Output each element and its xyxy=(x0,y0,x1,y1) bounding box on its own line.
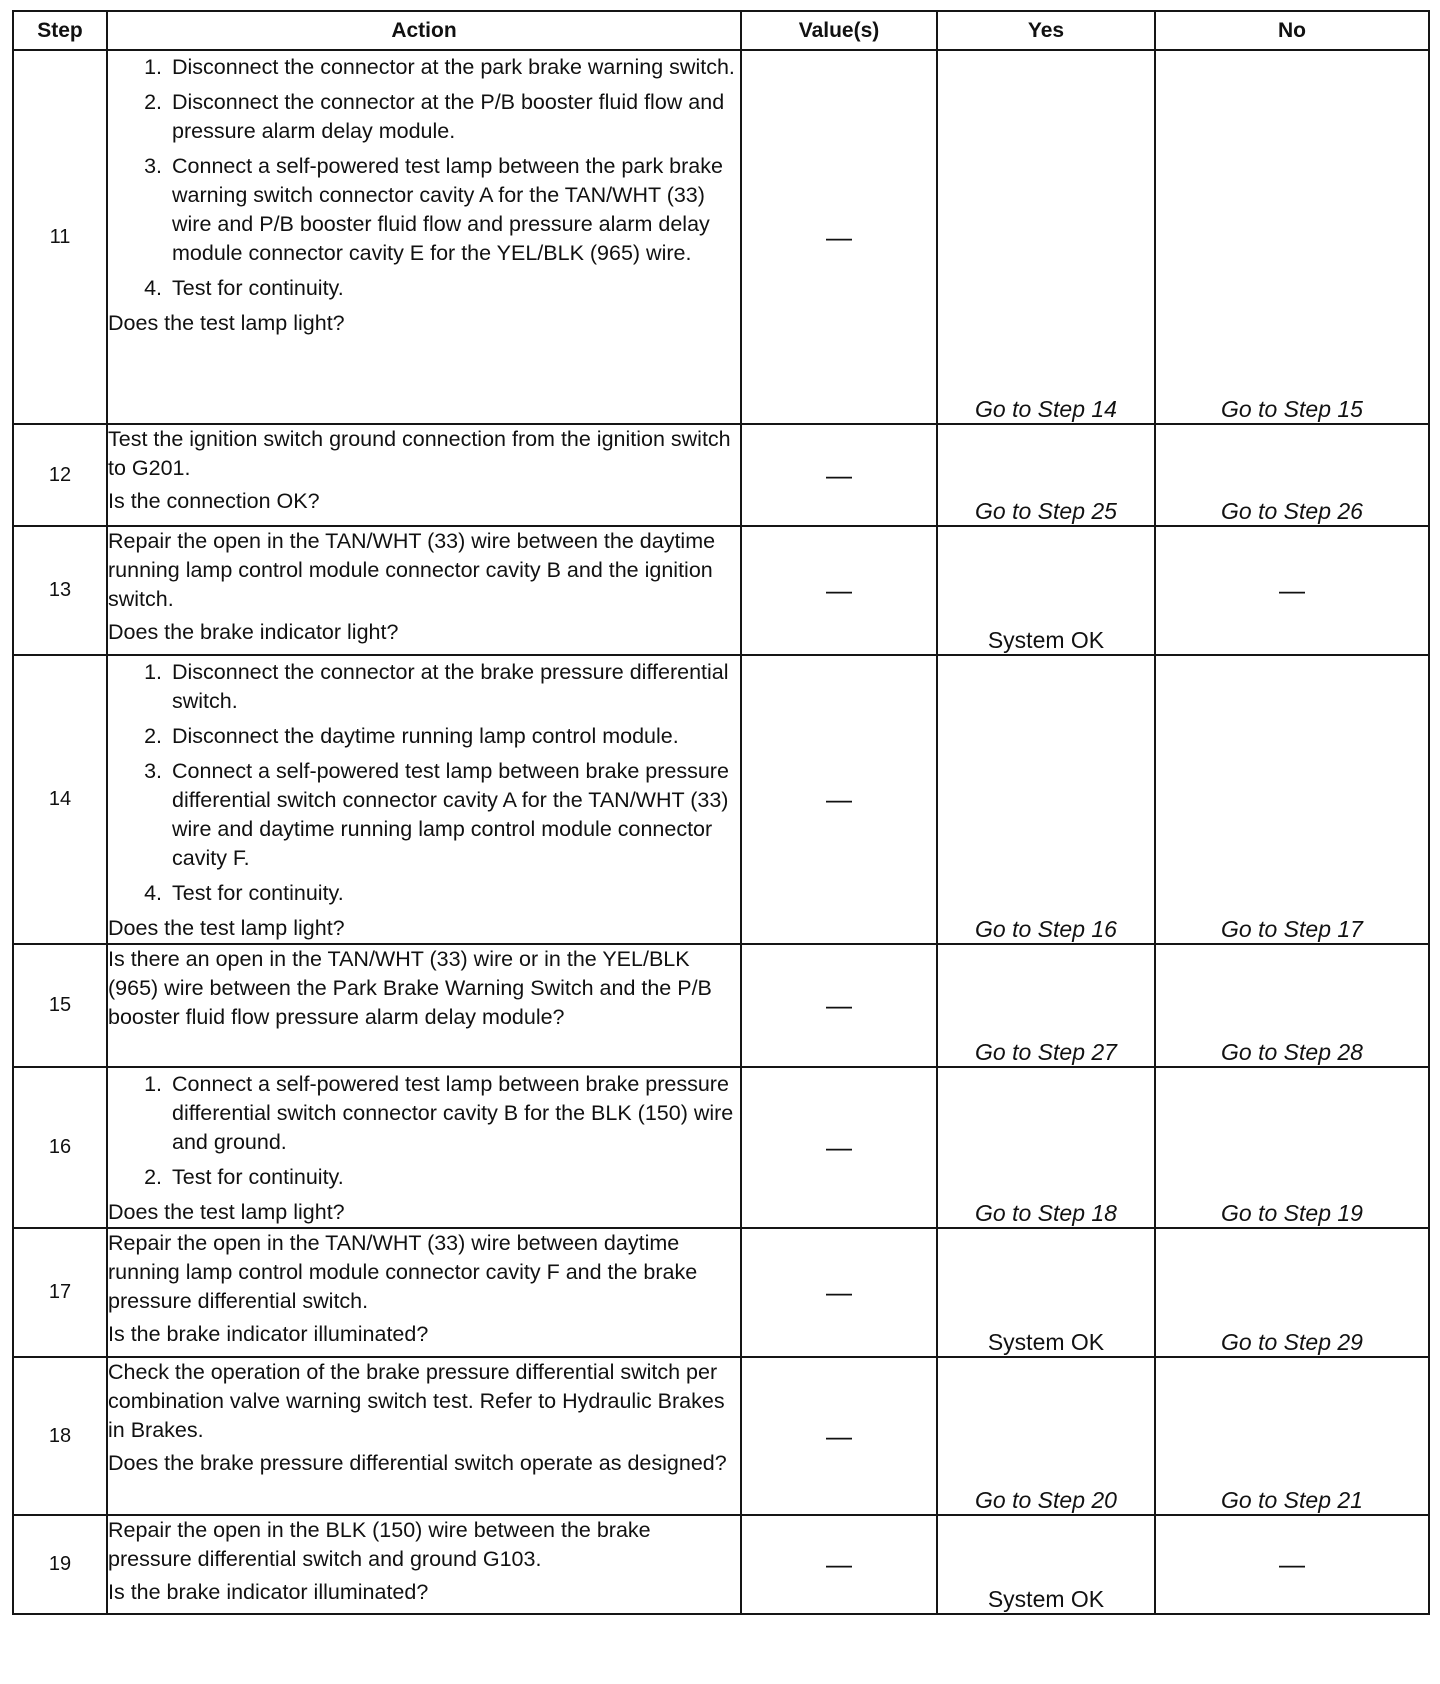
action-step-number: 1. xyxy=(144,1072,162,1096)
value-cell: — xyxy=(741,424,937,526)
yes-result: System OK xyxy=(937,1515,1155,1614)
action-cell xyxy=(107,1067,741,1228)
no-result: Go to Step 26 xyxy=(1155,424,1429,526)
action-step xyxy=(108,879,740,908)
action-step-number: 2. xyxy=(144,724,162,748)
step-number: 18 xyxy=(13,1357,107,1515)
no-result: Go to Step 28 xyxy=(1155,944,1429,1067)
no-result: Go to Step 29 xyxy=(1155,1228,1429,1357)
yes-result: System OK xyxy=(937,526,1155,655)
action-step xyxy=(108,1070,740,1157)
step-number: 17 xyxy=(13,1228,107,1357)
action-step-text: Test for continuity. xyxy=(172,1165,344,1189)
action-cell xyxy=(107,1357,741,1515)
table-row xyxy=(13,1228,1429,1357)
yes-result: Go to Step 18 xyxy=(937,1067,1155,1228)
yes-result: Go to Step 14 xyxy=(937,50,1155,424)
action-step-text: Disconnect the daytime running lamp control module. xyxy=(172,724,679,748)
action-text: Repair the open in the BLK (150) wire between the brake pressure differential switch and ground G103. xyxy=(108,1518,651,1571)
action-step xyxy=(108,658,740,716)
table-row xyxy=(13,1067,1429,1228)
table-body xyxy=(13,50,1429,1614)
action-question: Is the brake indicator illuminated? xyxy=(108,1322,429,1346)
step-number: 16 xyxy=(13,1067,107,1228)
header-row xyxy=(13,11,1429,50)
action-step xyxy=(108,53,740,82)
action-cell xyxy=(107,50,741,424)
action-step-text: Connect a self-powered test lamp between the park brake warning switch connector cavity A for the TAN/WHT (33) wire and P/B booster fluid flow and pressure alarm delay module connector cavity E for the YEL/BLK (965) wire. xyxy=(172,154,723,265)
diagnostic-table xyxy=(12,10,1430,1615)
value-cell: — xyxy=(741,1515,937,1614)
no-result: — xyxy=(1155,526,1429,655)
action-cell xyxy=(107,424,741,526)
action-step xyxy=(108,152,740,268)
action-step-number: 4. xyxy=(144,881,162,905)
action-question: Does the test lamp light? xyxy=(108,311,345,335)
yes-result: Go to Step 25 xyxy=(937,424,1155,526)
value-cell: — xyxy=(741,1067,937,1228)
action-step-number: 2. xyxy=(144,90,162,114)
action-question: Does the test lamp light? xyxy=(108,916,345,940)
action-steps-list xyxy=(108,1070,740,1192)
action-step-text: Test for continuity. xyxy=(172,881,344,905)
yes-result: Go to Step 20 xyxy=(937,1357,1155,1515)
step-number: 13 xyxy=(13,526,107,655)
value-cell: — xyxy=(741,1228,937,1357)
action-step-number: 1. xyxy=(144,55,162,79)
action-text: Repair the open in the TAN/WHT (33) wire between daytime running lamp control module connector cavity F and the brake pressure differential switch. xyxy=(108,1231,698,1313)
action-step-number: 4. xyxy=(144,276,162,300)
action-text: Is there an open in the TAN/WHT (33) wire or in the YEL/BLK (965) wire between the Park Brake Warning Switch and the P/B booster fluid flow pressure alarm delay module? xyxy=(108,947,712,1029)
action-question: Does the test lamp light? xyxy=(108,1200,345,1224)
value-cell: — xyxy=(741,526,937,655)
action-cell xyxy=(107,944,741,1067)
step-number: 15 xyxy=(13,944,107,1067)
action-cell xyxy=(107,655,741,944)
table-row xyxy=(13,1515,1429,1614)
action-step xyxy=(108,274,740,303)
table-row xyxy=(13,526,1429,655)
step-number: 11 xyxy=(13,50,107,424)
action-step-text: Connect a self-powered test lamp between brake pressure differential switch connector cavity A for the TAN/WHT (33) wire and daytime running lamp control module connector cavity F. xyxy=(172,759,729,870)
action-step-text: Disconnect the connector at the brake pressure differential switch. xyxy=(172,660,729,713)
action-step-text: Disconnect the connector at the P/B booster fluid flow and pressure alarm delay module. xyxy=(172,90,725,143)
action-step-number: 2. xyxy=(144,1165,162,1189)
action-step xyxy=(108,722,740,751)
no-result: Go to Step 19 xyxy=(1155,1067,1429,1228)
action-text: Test the ignition switch ground connection from the ignition switch to G201. xyxy=(108,427,731,480)
table-row xyxy=(13,655,1429,944)
table-row xyxy=(13,424,1429,526)
value-cell: — xyxy=(741,50,937,424)
table-row xyxy=(13,1357,1429,1515)
header-yes: Yes xyxy=(937,11,1155,50)
action-step-number: 3. xyxy=(144,154,162,178)
yes-result: Go to Step 27 xyxy=(937,944,1155,1067)
action-step-number: 3. xyxy=(144,759,162,783)
no-result: Go to Step 15 xyxy=(1155,50,1429,424)
no-result: Go to Step 17 xyxy=(1155,655,1429,944)
action-step-text: Disconnect the connector at the park brake warning switch. xyxy=(172,55,735,79)
action-text: Repair the open in the TAN/WHT (33) wire between the daytime running lamp control module connector cavity B and the ignition switch. xyxy=(108,529,716,611)
action-step-number: 1. xyxy=(144,660,162,684)
action-question: Is the connection OK? xyxy=(108,489,320,513)
action-question: Does the brake pressure differential switch operate as designed? xyxy=(108,1451,727,1475)
action-text: Check the operation of the brake pressure differential switch per combination valve warning switch test. Refer to Hydraulic Brakes in Brakes. xyxy=(108,1360,725,1442)
action-step-text: Test for continuity. xyxy=(172,276,344,300)
action-question: Is the brake indicator illuminated? xyxy=(108,1580,429,1604)
value-cell: — xyxy=(741,944,937,1067)
header-action: Action xyxy=(107,11,741,50)
action-step xyxy=(108,757,740,873)
action-steps-list xyxy=(108,53,740,303)
step-number: 14 xyxy=(13,655,107,944)
table-row xyxy=(13,944,1429,1067)
action-cell xyxy=(107,526,741,655)
yes-result: System OK xyxy=(937,1228,1155,1357)
value-cell: — xyxy=(741,1357,937,1515)
step-number: 12 xyxy=(13,424,107,526)
action-question: Does the brake indicator light? xyxy=(108,620,399,644)
no-result: Go to Step 21 xyxy=(1155,1357,1429,1515)
action-steps-list xyxy=(108,658,740,908)
action-cell xyxy=(107,1515,741,1614)
value-cell: — xyxy=(741,655,937,944)
no-result: — xyxy=(1155,1515,1429,1614)
step-number: 19 xyxy=(13,1515,107,1614)
action-step-text: Connect a self-powered test lamp between brake pressure differential switch connector cavity B for the BLK (150) wire and ground. xyxy=(172,1072,734,1154)
header-values: Value(s) xyxy=(741,11,937,50)
table-row xyxy=(13,50,1429,424)
yes-result: Go to Step 16 xyxy=(937,655,1155,944)
header-no: No xyxy=(1155,11,1429,50)
action-step xyxy=(108,1163,740,1192)
header-step: Step xyxy=(13,11,107,50)
action-step xyxy=(108,88,740,146)
action-cell xyxy=(107,1228,741,1357)
